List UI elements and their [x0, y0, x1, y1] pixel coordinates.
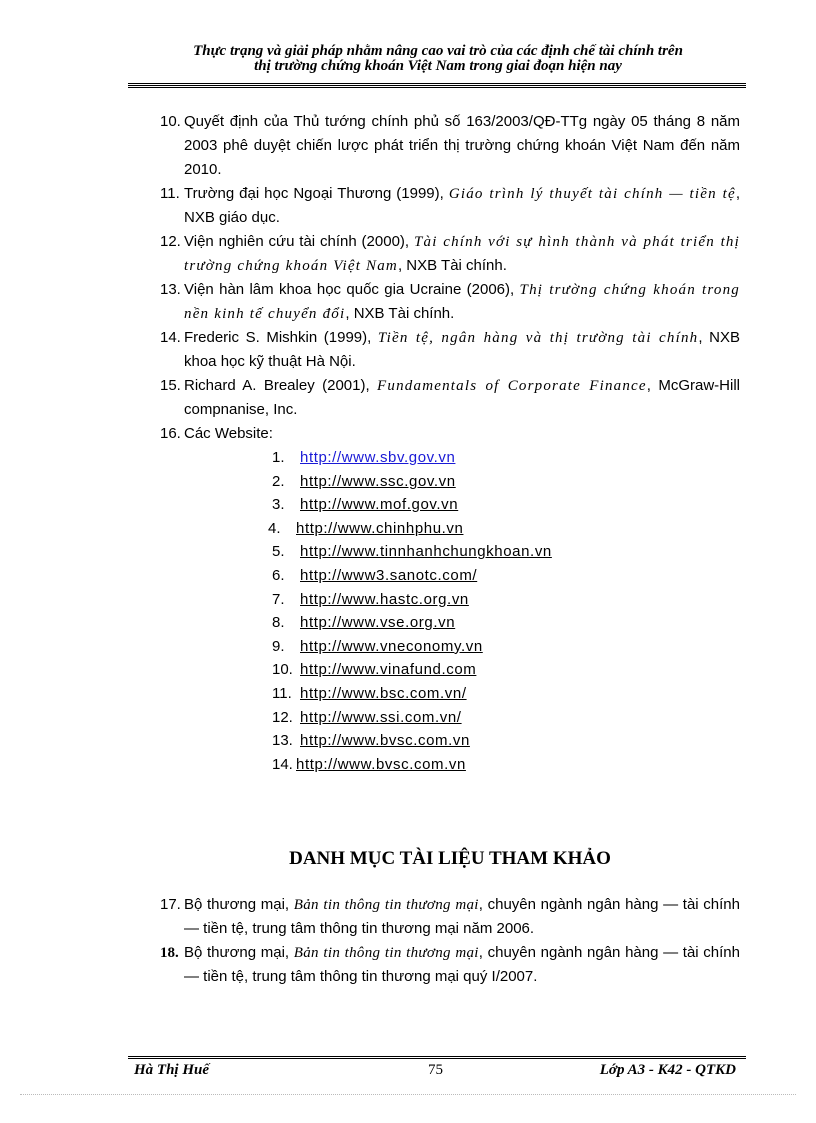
- website-number: 5.: [272, 543, 285, 561]
- reference-number: 14.: [160, 329, 181, 346]
- website-link[interactable]: http://www.vinafund.com: [300, 661, 477, 679]
- reference-number: 15.: [160, 377, 181, 394]
- list-item: [160, 446, 740, 470]
- website-link[interactable]: http://www.bvsc.com.vn: [300, 732, 470, 750]
- website-number: 12.: [272, 708, 293, 726]
- reference-title: Fundamentals of Corporate Finance: [377, 378, 647, 394]
- reference-title: Giáo trình lý thuyết tài chính — tiền tệ: [448, 186, 736, 202]
- reference-author: Bộ thương mại,: [184, 896, 294, 913]
- reference-author: Viện hàn lâm khoa học quốc gia Ucraine (2006),: [184, 281, 520, 298]
- reference-list: [160, 110, 740, 776]
- reference-11: [160, 182, 740, 230]
- website-link[interactable]: http://www.bsc.com.vn/: [300, 684, 467, 702]
- page-edge-divider: [20, 1094, 796, 1095]
- website-number: 3.: [272, 496, 285, 514]
- website-link[interactable]: http://www.mof.gov.vn: [300, 496, 459, 514]
- header-line-1: Thực trạng và giải pháp nhằm nâng cao vai trò của các định chế tài chính trên: [193, 43, 683, 59]
- reference-publisher: , NXB Tài chính.: [397, 257, 507, 274]
- list-item: [160, 517, 740, 541]
- reference-number: 11.: [160, 185, 180, 202]
- website-number: 11.: [272, 684, 292, 702]
- list-item: [160, 682, 740, 706]
- reference-10: [160, 110, 740, 182]
- reference-16: [160, 422, 740, 446]
- website-link[interactable]: http://www.hastc.org.vn: [300, 590, 469, 608]
- reference-author: Frederic S. Mishkin (1999),: [184, 329, 378, 346]
- website-link[interactable]: http://www.sbv.gov.vn: [300, 449, 456, 466]
- page-footer: [128, 1062, 746, 1082]
- section-title: DANH MỤC TÀI LIỆU THAM KHẢO: [289, 848, 611, 869]
- reference-15: [160, 374, 740, 422]
- list-item: [160, 493, 740, 517]
- website-link[interactable]: http://www.ssc.gov.vn: [300, 472, 456, 490]
- list-item: [160, 753, 740, 777]
- reference-publisher: , NXB giáo dục.: [184, 185, 741, 226]
- website-number: 8.: [272, 614, 285, 632]
- reference-number: 17.: [160, 896, 181, 913]
- footer-author: Hà Thị Huế: [134, 1062, 210, 1078]
- reference-number: 12.: [160, 233, 181, 250]
- footer-rule: [128, 1056, 746, 1059]
- reference-author: Viện nghiên cứu tài chính (2000),: [184, 233, 414, 250]
- reference-publisher: , McGraw-Hill compnanise, Inc.: [184, 377, 740, 418]
- page-header: [128, 44, 748, 74]
- website-number: 4.: [268, 519, 281, 537]
- reference-title: Bản tin thông tin thương mại: [293, 897, 479, 913]
- list-item: [160, 611, 740, 635]
- website-link[interactable]: http://www.chinhphu.vn: [296, 519, 464, 537]
- reference-title: Tiền tệ, ngân hàng và thị trường tài chính: [377, 330, 699, 346]
- reference-title: Bản tin thông tin thương mại: [293, 945, 479, 961]
- website-number: 14.: [272, 755, 293, 773]
- reference-number: 16.: [160, 425, 181, 442]
- list-item: [160, 540, 740, 564]
- list-item: [160, 470, 740, 494]
- website-link[interactable]: http://www3.sanotc.com/: [300, 566, 478, 584]
- reference-author: Richard A. Brealey (2001),: [184, 377, 378, 394]
- website-number: 9.: [272, 637, 285, 655]
- website-list: [160, 446, 740, 776]
- reference-number: 10.: [160, 113, 181, 130]
- reference-publisher: , NXB khoa học kỹ thuật Hà Nội.: [184, 329, 740, 370]
- reference-12: [160, 230, 740, 278]
- reference-author: Trường đại học Ngoại Thương (1999),: [184, 185, 449, 202]
- reference-list-continued: [160, 893, 740, 989]
- reference-author: Bộ thương mại,: [184, 944, 294, 961]
- reference-17: [160, 893, 740, 941]
- reference-text: Quyết định của Thủ tướng chính phủ số 163/2003/QĐ-TTg ngày 05 tháng 8 năm 2003 phê duyệt chiến lược phát triển thị trường chứng khoán Việt Nam đến năm 2010.: [184, 113, 740, 178]
- footer-class: Lớp A3 - K42 - QTKD: [599, 1062, 736, 1078]
- reference-title: Tài chính với sự hình thành và phát triển thị trường chứng khoán Việt Nam: [184, 234, 741, 274]
- reference-14: [160, 326, 740, 374]
- website-number: 7.: [272, 590, 285, 608]
- list-item: [160, 706, 740, 730]
- header-rule: [128, 83, 746, 88]
- website-link[interactable]: http://www.tinnhanhchungkhoan.vn: [300, 543, 552, 561]
- website-number: 13.: [272, 732, 293, 750]
- list-item: [160, 658, 740, 682]
- website-number: 6.: [272, 566, 285, 584]
- website-number: 2.: [272, 472, 285, 490]
- website-link[interactable]: http://www.bvsc.com.vn: [296, 755, 466, 773]
- website-link[interactable]: http://www.vneconomy.vn: [300, 637, 483, 655]
- website-link[interactable]: http://www.vse.org.vn: [300, 614, 456, 632]
- reference-publisher: , chuyên ngành ngân hàng — tài chính — tiền tệ, trung tâm thông tin thương mại năm 2006.: [184, 896, 740, 937]
- header-line-2: thị trường chứng khoán Việt Nam trong giai đoạn hiện nay: [254, 58, 622, 74]
- reference-publisher: , NXB Tài chính.: [345, 305, 455, 322]
- reference-title: Thị trường chứng khoán trong nền kinh tế chuyển đổi: [184, 282, 740, 322]
- website-number: 1.: [272, 449, 285, 466]
- reference-13: [160, 278, 740, 326]
- list-item: [160, 729, 740, 753]
- website-link[interactable]: http://www.ssi.com.vn/: [300, 708, 462, 726]
- page-number: 75: [428, 1062, 443, 1078]
- reference-18: [160, 941, 740, 989]
- reference-publisher: , chuyên ngành ngân hàng — tài chính — tiền tệ, trung tâm thông tin thương mại quý I/2007.: [184, 944, 740, 985]
- list-item: [160, 564, 740, 588]
- reference-number: 18.: [160, 945, 179, 961]
- list-item: [160, 635, 740, 659]
- list-item: [160, 588, 740, 612]
- reference-text: Các Website:: [184, 425, 273, 442]
- website-number: 10.: [272, 661, 293, 679]
- reference-number: 13.: [160, 281, 181, 298]
